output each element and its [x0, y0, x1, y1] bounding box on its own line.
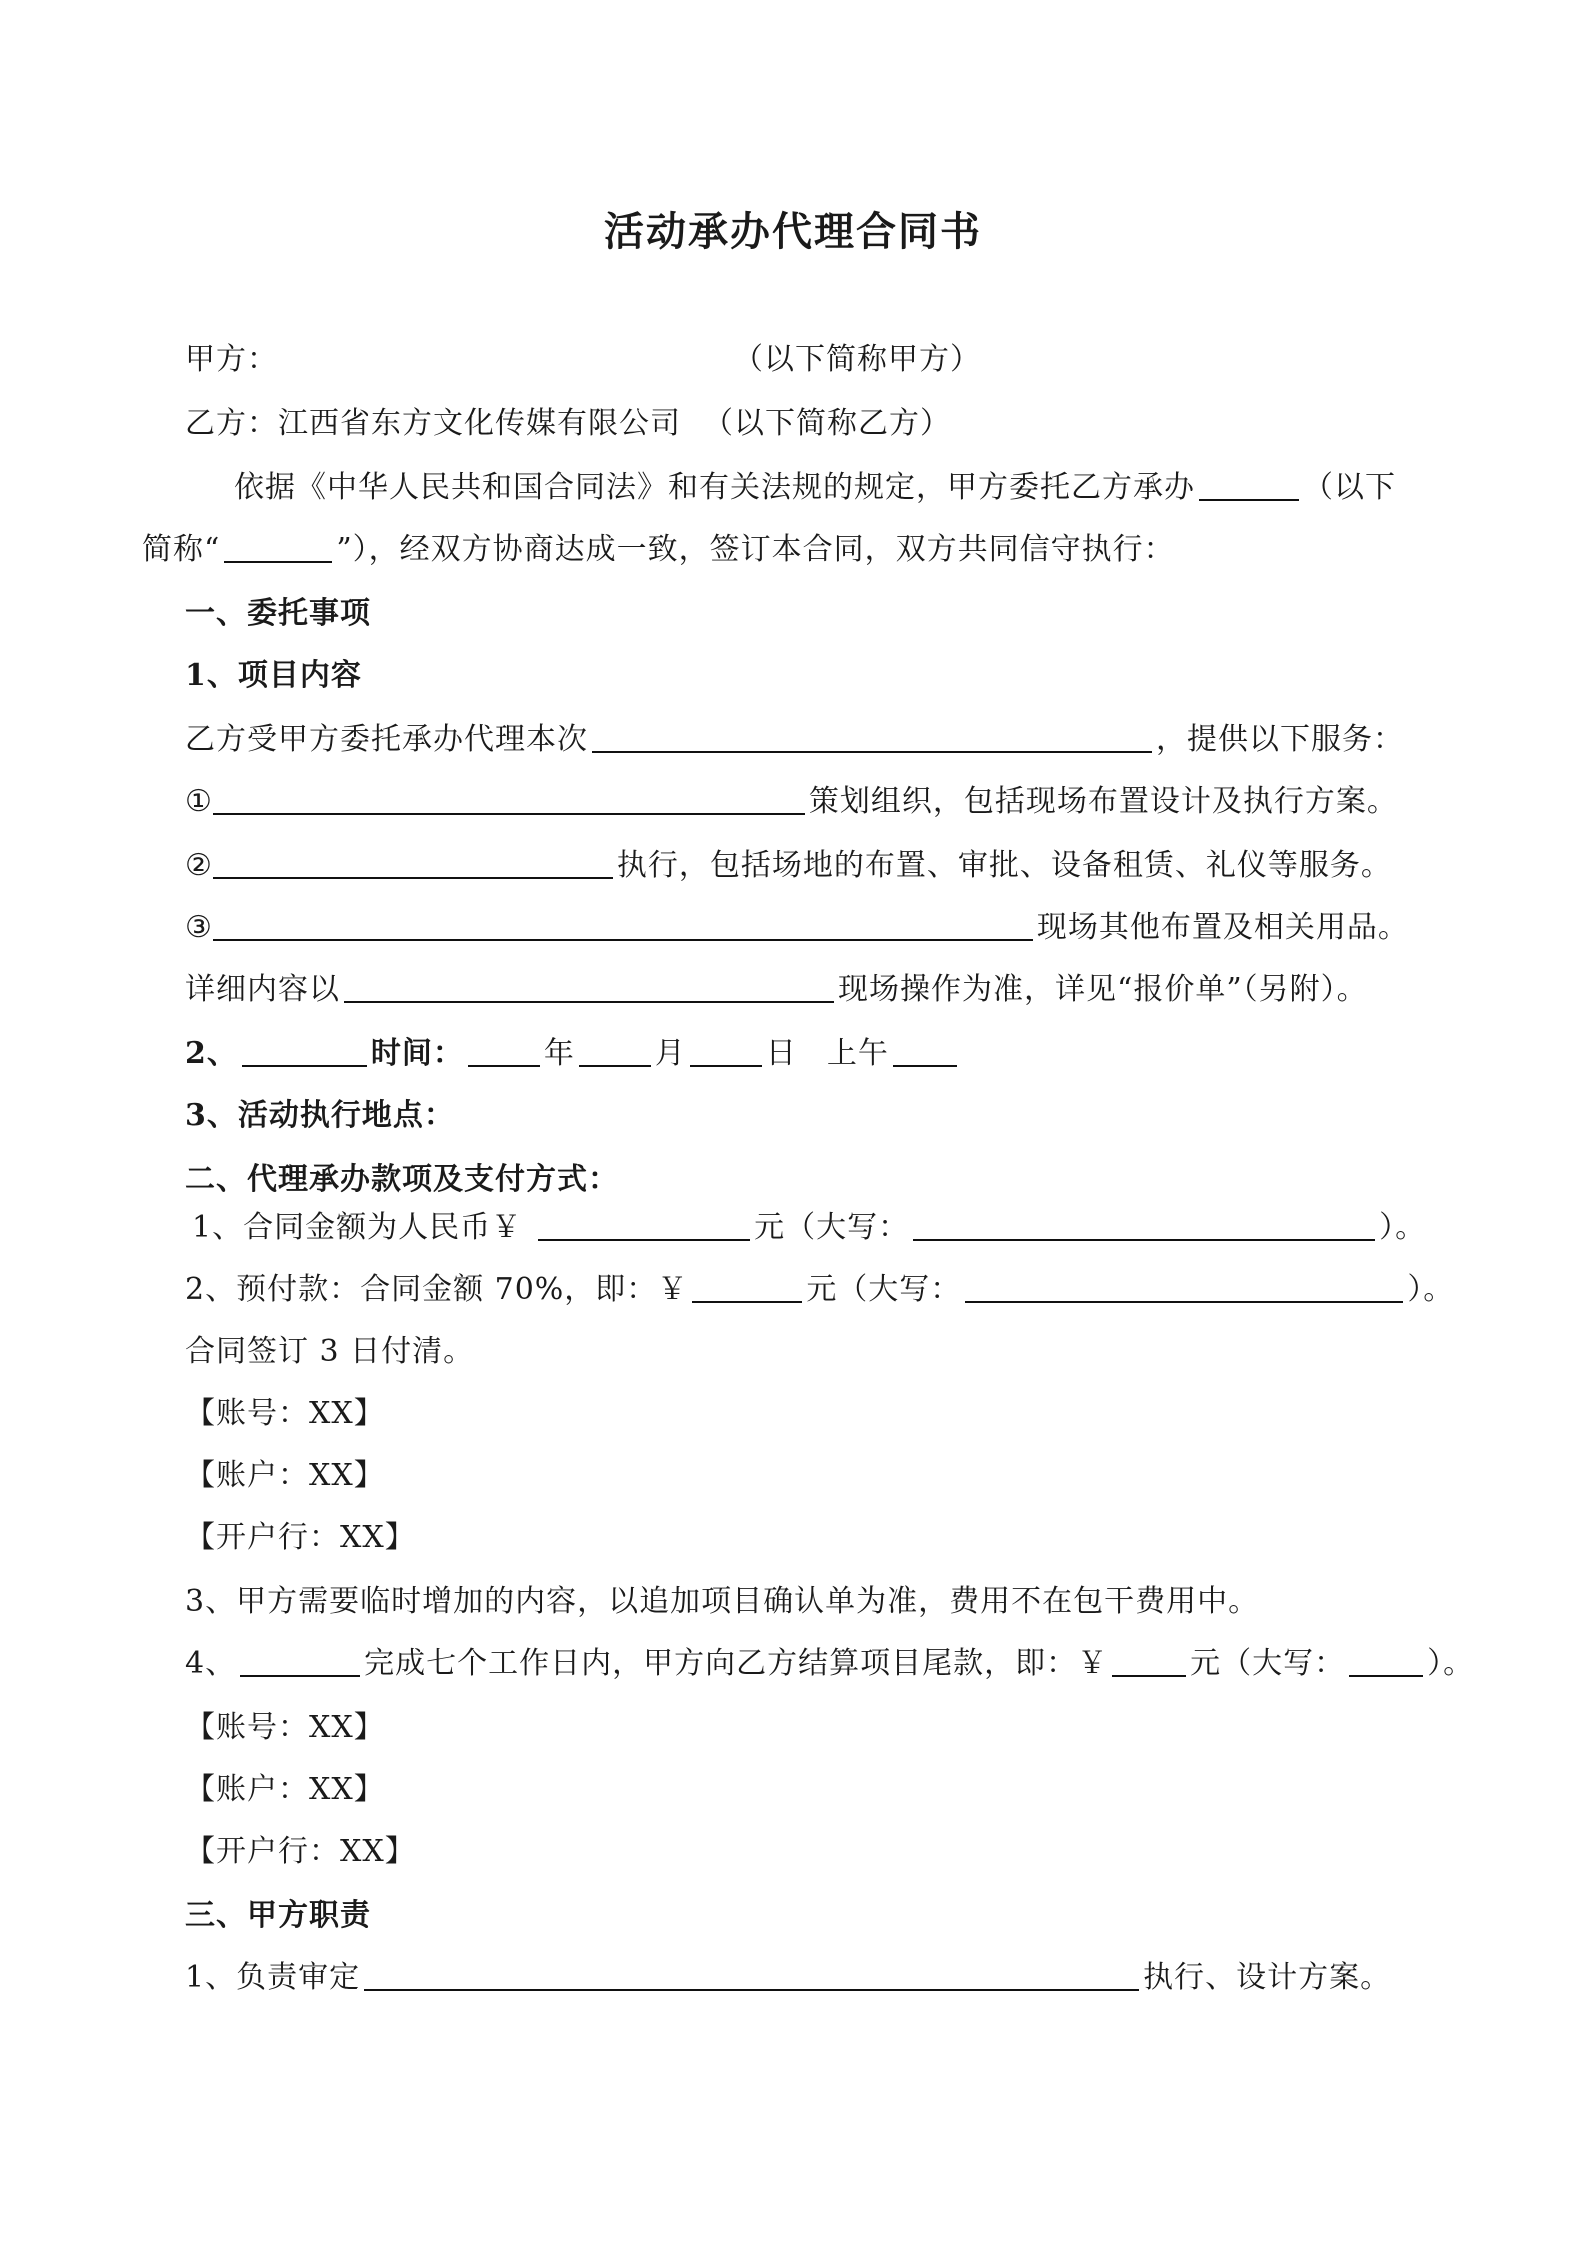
account-number-1: 【账号：XX】 — [185, 1396, 385, 1431]
prepay-words-field[interactable] — [965, 1271, 1403, 1303]
intro-line-1 — [234, 468, 1396, 508]
detail-line — [185, 970, 1368, 1010]
intro-text-1a: 依据《中华人民共和国合同法》和有关法规的规定，甲方委托乙方承办 — [234, 470, 1195, 505]
intro-text-1b: （以下 — [1303, 470, 1396, 505]
party-a-duty-1-text-a: 1、负责审定 — [185, 1960, 361, 1995]
party-b-label: 乙方： — [185, 406, 278, 441]
detail-text-a: 详细内容以 — [185, 972, 340, 1007]
am-label: 上午 — [826, 1036, 889, 1071]
project-content-line — [185, 720, 1404, 760]
final-payment-text-a: 4、 — [185, 1646, 237, 1681]
account-name-1: 【账户：XX】 — [185, 1458, 385, 1493]
blank-field[interactable] — [1199, 469, 1299, 501]
venue-line: 3、活动执行地点： — [185, 1098, 455, 1133]
intro-text-2b: ”），经双方协商达成一致，签订本合同，双方共同信守执行： — [336, 532, 1175, 567]
blank-field[interactable] — [213, 909, 1033, 941]
contract-amount-text-a: 1、合同金额为人民币￥ — [192, 1210, 523, 1245]
final-payment-text-d: ）。 — [1427, 1646, 1475, 1681]
blank-field[interactable] — [344, 971, 834, 1003]
am-field[interactable] — [893, 1035, 957, 1067]
contract-amount-line — [192, 1208, 1426, 1248]
year-label: 年 — [543, 1036, 575, 1071]
project-content-text-b: ，提供以下服务： — [1156, 722, 1404, 757]
amount-words-field[interactable] — [913, 1209, 1375, 1241]
blank-field[interactable] — [240, 1645, 360, 1677]
contract-amount-text-b: 元（大写： — [754, 1210, 910, 1245]
prepayment-text-b: 元（大写： — [806, 1272, 962, 1307]
final-payment-line — [185, 1644, 1474, 1684]
document-title: 活动承办代理合同书 — [604, 208, 982, 255]
intro-text-2a: 简称“ — [142, 532, 221, 567]
month-label: 月 — [654, 1036, 686, 1071]
prepayment-text-a: 2、预付款：合同金额 70%，即：￥ — [185, 1272, 689, 1307]
section-1-heading: 一、委托事项 — [185, 596, 371, 631]
service-item-b-number: ② — [185, 848, 213, 883]
amount-field[interactable] — [538, 1209, 750, 1241]
party-b-name: 江西省东方文化传媒有限公司 — [278, 406, 681, 441]
account-bank-1: 【开户行：XX】 — [185, 1520, 416, 1555]
final-payment-text-c: 元（大写： — [1190, 1646, 1346, 1681]
party-a-duty-1-text-b: 执行、设计方案。 — [1143, 1960, 1392, 1995]
intro-line-2 — [142, 530, 1175, 570]
party-a-duty-1 — [185, 1958, 1391, 1998]
account-name-2: 【账户：XX】 — [185, 1772, 385, 1807]
party-b-alias: （以下简称乙方） — [703, 406, 951, 441]
project-content-text-a: 乙方受甲方委托承办代理本次 — [185, 722, 588, 757]
day-label: 日 — [765, 1036, 797, 1071]
service-item-a-text: 策划组织，包括现场布置设计及执行方案。 — [808, 784, 1398, 819]
section-1-item-1-heading: 1、项目内容 — [185, 658, 362, 693]
day-field[interactable] — [690, 1035, 762, 1067]
blank-field[interactable] — [592, 721, 1152, 753]
month-field[interactable] — [579, 1035, 651, 1067]
party-b-line — [185, 404, 951, 444]
party-a-label: 甲方： — [185, 342, 278, 377]
prepayment-line — [185, 1270, 1454, 1310]
account-bank-2: 【开户行：XX】 — [185, 1834, 416, 1869]
year-field[interactable] — [468, 1035, 540, 1067]
prepay-amount-field[interactable] — [692, 1271, 802, 1303]
section-2-heading: 二、代理承办款项及支付方式： — [185, 1162, 619, 1197]
party-a-line — [185, 340, 981, 380]
service-item-b-text: 执行，包括场地的布置、审批、设备租赁、礼仪等服务。 — [616, 848, 1392, 883]
final-amount-field[interactable] — [1112, 1645, 1186, 1677]
final-words-field[interactable] — [1349, 1645, 1423, 1677]
additional-content-line: 3、甲方需要临时增加的内容，以追加项目确认单为准，费用不在包干费用中。 — [185, 1584, 1260, 1619]
contract-amount-text-c: ）。 — [1379, 1210, 1427, 1245]
account-number-2: 【账号：XX】 — [185, 1710, 385, 1745]
prepayment-text-c: ）。 — [1407, 1272, 1455, 1307]
blank-field[interactable] — [242, 1035, 367, 1067]
blank-field[interactable] — [213, 783, 805, 815]
service-item-c-number: ③ — [185, 910, 213, 945]
party-a-alias: （以下简称甲方） — [733, 342, 981, 377]
section-3-heading: 三、甲方职责 — [185, 1898, 371, 1933]
service-item-a — [185, 782, 1398, 822]
final-payment-text-b: 完成七个工作日内，甲方向乙方结算项目尾款，即：￥ — [364, 1646, 1109, 1681]
detail-text-b: 现场操作为准，详见“报价单”（另附）。 — [838, 972, 1368, 1007]
service-item-b — [185, 846, 1392, 886]
service-item-c-text: 现场其他布置及相关用品。 — [1036, 910, 1409, 945]
time-label: 时间： — [370, 1036, 464, 1071]
time-line — [185, 1034, 961, 1074]
time-number: 2、 — [185, 1036, 238, 1071]
service-item-c — [185, 908, 1409, 948]
blank-field[interactable] — [364, 1959, 1139, 1991]
service-item-a-number: ① — [185, 784, 213, 819]
prepayment-note: 合同签订 3 日付清。 — [185, 1334, 475, 1369]
blank-field[interactable] — [224, 531, 332, 563]
blank-field[interactable] — [213, 847, 613, 879]
